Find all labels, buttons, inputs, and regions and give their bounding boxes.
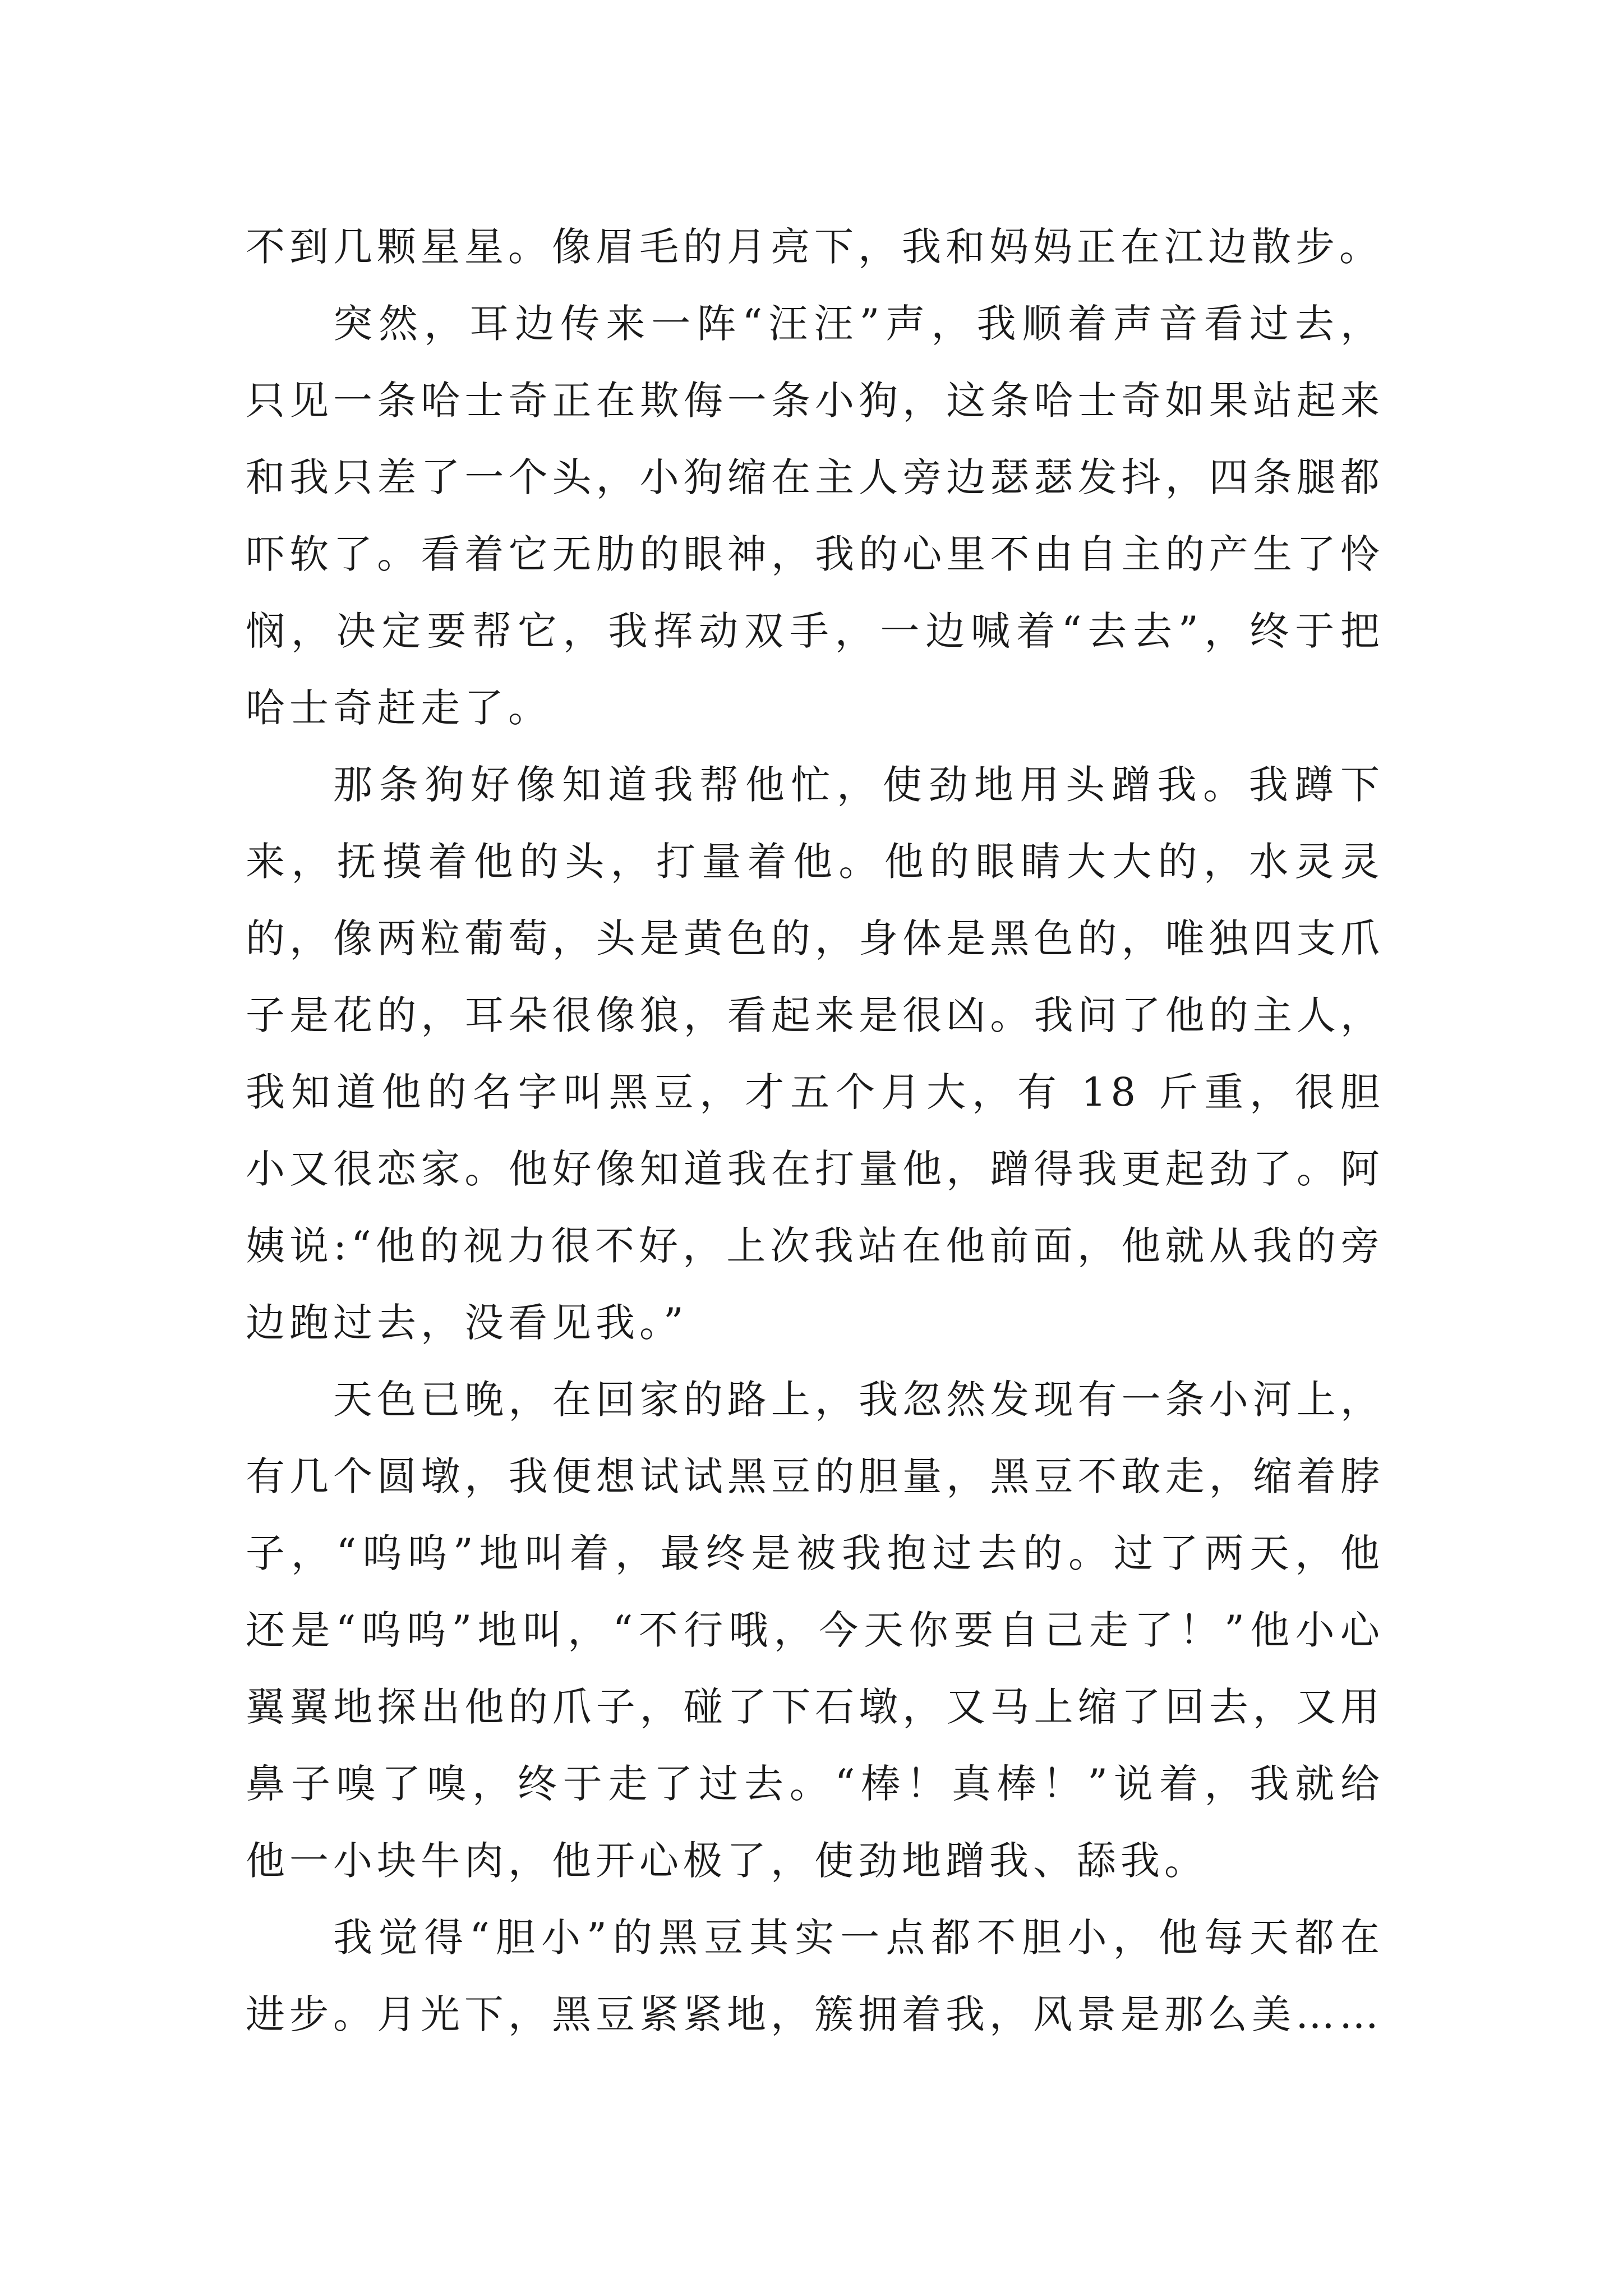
paragraph-1: 不到几颗星星。像眉毛的月亮下，我和妈妈正在江边散步。 bbox=[246, 224, 1383, 270]
paragraph-4: 天色已晚，在回家的路上，我忽然发现有一条小河上，有几个圆墩，我便想试试黑豆的胆量，黑豆不敢走，缩着脖子，“呜呜”地叫着，最终是被我抱过去的。过了两天，他还是“呜呜”地叫，“不行哦，今天你要自己走了！”他小心翼翼地探出他的爪子，碰了下石墩，又马上缩了回去，又用鼻子嗅了嗅，终于走了过去。“棒！真棒！”说着，我就给他一小块牛肉，他开心极了，使劲地蹭我、舔我。 bbox=[246, 1377, 1384, 1884]
document-body bbox=[246, 209, 1384, 2053]
paragraph-2: 突然，耳边传来一阵“汪汪”声，我顺着声音看过去，只见一条哈士奇正在欺侮一条小狗，这条哈士奇如果站起来和我只差了一个头，小狗缩在主人旁边瑟瑟发抖，四条腿都吓软了。看着它无肋的眼神，我的心里不由自主的产生了怜悯，决定要帮它，我挥动双手，一边喊着“去去”，终于把哈士奇赶走了。 bbox=[246, 301, 1384, 731]
paragraph-3: 那条狗好像知道我帮他忙，使劲地用头蹭我。我蹲下来，抚摸着他的头，打量着他。他的眼睛大大的，水灵灵的，像两粒葡萄，头是黄色的，身体是黑色的，唯独四支爪子是花的，耳朵很像狼，看起来是很凶。我问了他的主人，我知道他的名字叫黑豆，才五个月大，有 18 斤重，很胆小又很恋家。他好像知道我在打量他，蹭得我更起劲了。阿姨说:“他的视力很不好，上次我站在他前面，他就从我的旁边跑过去，没看见我。” bbox=[246, 762, 1384, 1346]
paragraph-5: 我觉得“胆小”的黑豆其实一点都不胆小，他每天都在进步。月光下，黑豆紧紧地，簇拥着我，风景是那么美…… bbox=[246, 1915, 1384, 2037]
